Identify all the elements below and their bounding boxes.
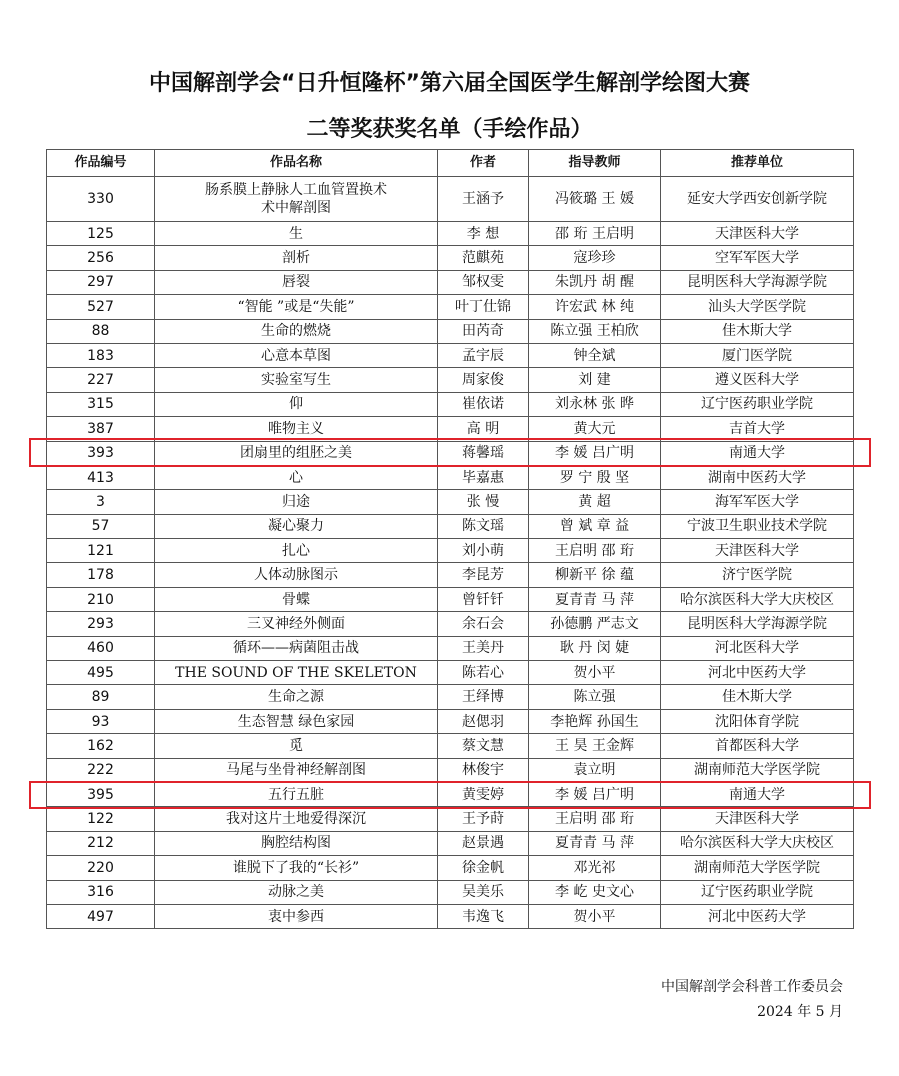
cell-author: 王涵予	[438, 177, 529, 222]
header-work-name: 作品名称	[155, 150, 438, 177]
cell-recommending-unit: 佳木斯大学	[661, 685, 854, 709]
cell-work-name: 生	[155, 222, 438, 246]
cell-advisor: 钟全斌	[529, 343, 661, 367]
cell-work-number: 183	[47, 343, 155, 367]
table-row	[47, 490, 854, 514]
cell-work-number: 495	[47, 661, 155, 685]
cell-work-name: 衷中参西	[155, 904, 438, 928]
cell-recommending-unit: 南通大学	[661, 441, 854, 465]
cell-work-name: 循环——病菌阻击战	[155, 636, 438, 660]
cell-recommending-unit: 佳木斯大学	[661, 319, 854, 343]
cell-work-name: 人体动脉图示	[155, 563, 438, 587]
footer-organization: 中国解剖学会科普工作委员会	[661, 979, 843, 995]
cell-advisor: 邵 珩 王启明	[529, 222, 661, 246]
footer-date: 2024 年 5 月	[757, 1004, 843, 1020]
cell-author: 赵偲羽	[438, 709, 529, 733]
cell-work-name: 五行五脏	[155, 782, 438, 806]
cell-work-number: 121	[47, 539, 155, 563]
award-table	[46, 149, 854, 929]
table-row	[47, 904, 854, 928]
cell-advisor: 夏青青 马 萍	[529, 831, 661, 855]
cell-recommending-unit: 南通大学	[661, 782, 854, 806]
cell-work-name: “智能 ”或是“失能”	[155, 295, 438, 319]
cell-author: 黄雯婷	[438, 782, 529, 806]
cell-work-name: 归途	[155, 490, 438, 514]
table-row	[47, 880, 854, 904]
cell-work-number: 57	[47, 514, 155, 538]
cell-advisor: 贺小平	[529, 661, 661, 685]
cell-advisor: 陈立强	[529, 685, 661, 709]
cell-advisor: 寇珍珍	[529, 246, 661, 270]
highlight-box	[29, 438, 871, 467]
cell-recommending-unit: 汕头大学医学院	[661, 295, 854, 319]
cell-work-number: 330	[47, 177, 155, 222]
cell-author: 蒋馨瑶	[438, 441, 529, 465]
cell-advisor: 罗 宁 殷 坚	[529, 465, 661, 489]
cell-author: 徐金帆	[438, 856, 529, 880]
cell-work-name: 生命的燃烧	[155, 319, 438, 343]
table-row	[47, 758, 854, 782]
cell-recommending-unit: 宁波卫生职业技术学院	[661, 514, 854, 538]
cell-author: 张 慢	[438, 490, 529, 514]
cell-recommending-unit: 遵义医科大学	[661, 368, 854, 392]
cell-recommending-unit: 首都医科大学	[661, 734, 854, 758]
cell-advisor: 刘永林 张 晔	[529, 392, 661, 416]
cell-work-name: 谁脱下了我的“长衫”	[155, 856, 438, 880]
table-row	[47, 319, 854, 343]
cell-recommending-unit: 哈尔滨医科大学大庆校区	[661, 831, 854, 855]
cell-work-number: 88	[47, 319, 155, 343]
cell-recommending-unit: 吉首大学	[661, 417, 854, 441]
cell-author: 崔依诺	[438, 392, 529, 416]
cell-work-number: 256	[47, 246, 155, 270]
cell-work-number: 93	[47, 709, 155, 733]
header-advisor: 指导教师	[529, 150, 661, 177]
cell-advisor: 李艳辉 孙国生	[529, 709, 661, 733]
cell-author: 陈文瑶	[438, 514, 529, 538]
cell-advisor: 王启明 邵 珩	[529, 539, 661, 563]
cell-work-number: 395	[47, 782, 155, 806]
cell-recommending-unit: 湖南师范大学医学院	[661, 856, 854, 880]
cell-advisor: 王 昊 王金辉	[529, 734, 661, 758]
cell-work-number: 316	[47, 880, 155, 904]
cell-author: 王予莳	[438, 807, 529, 831]
table-row	[47, 177, 854, 222]
cell-advisor: 冯筱璐 王 媛	[529, 177, 661, 222]
cell-work-number: 227	[47, 368, 155, 392]
cell-author: 赵景遇	[438, 831, 529, 855]
table-row	[47, 539, 854, 563]
cell-advisor: 邓光祁	[529, 856, 661, 880]
cell-work-number: 220	[47, 856, 155, 880]
table-row	[47, 295, 854, 319]
header-recommending-unit: 推荐单位	[661, 150, 854, 177]
cell-recommending-unit: 河北医科大学	[661, 636, 854, 660]
table-row	[47, 514, 854, 538]
table-row	[47, 807, 854, 831]
cell-work-number: 393	[47, 441, 155, 465]
cell-recommending-unit: 天津医科大学	[661, 807, 854, 831]
cell-work-name: 骨蝶	[155, 587, 438, 611]
cell-author: 吴美乐	[438, 880, 529, 904]
cell-recommending-unit: 昆明医科大学海源学院	[661, 270, 854, 294]
table-row	[47, 222, 854, 246]
table-row	[47, 734, 854, 758]
table-row	[47, 685, 854, 709]
cell-advisor: 耿 丹 闵 婕	[529, 636, 661, 660]
document-subtitle: 二等奖获奖名单（手绘作品）	[306, 117, 593, 142]
cell-recommending-unit: 沈阳体育学院	[661, 709, 854, 733]
cell-advisor: 李 媛 吕广明	[529, 441, 661, 465]
cell-work-name: 我对这片土地爱得深沉	[155, 807, 438, 831]
cell-work-number: 210	[47, 587, 155, 611]
table-row	[47, 661, 854, 685]
cell-recommending-unit: 海军军医大学	[661, 490, 854, 514]
cell-recommending-unit: 湖南师范大学医学院	[661, 758, 854, 782]
cell-author: 高 明	[438, 417, 529, 441]
cell-work-name: 实验室写生	[155, 368, 438, 392]
cell-author: 王绎博	[438, 685, 529, 709]
cell-recommending-unit: 辽宁医药职业学院	[661, 880, 854, 904]
cell-recommending-unit: 天津医科大学	[661, 539, 854, 563]
table-row	[47, 709, 854, 733]
cell-recommending-unit: 天津医科大学	[661, 222, 854, 246]
cell-work-number: 413	[47, 465, 155, 489]
cell-recommending-unit: 济宁医学院	[661, 563, 854, 587]
cell-recommending-unit: 河北中医药大学	[661, 661, 854, 685]
cell-advisor: 王启明 邵 珩	[529, 807, 661, 831]
cell-work-name: 心意本草图	[155, 343, 438, 367]
cell-work-number: 3	[47, 490, 155, 514]
cell-advisor: 朱凯丹 胡 醒	[529, 270, 661, 294]
table-row	[47, 831, 854, 855]
cell-author: 邹权雯	[438, 270, 529, 294]
cell-author: 林俊宇	[438, 758, 529, 782]
cell-work-number: 527	[47, 295, 155, 319]
cell-recommending-unit: 空军军医大学	[661, 246, 854, 270]
cell-recommending-unit: 哈尔滨医科大学大庆校区	[661, 587, 854, 611]
document-title: 中国解剖学会“日升恒隆杯”第六届全国医学生解剖学绘图大赛	[149, 71, 750, 96]
cell-advisor: 黄 超	[529, 490, 661, 514]
cell-work-name: 胸腔结构图	[155, 831, 438, 855]
cell-author: 叶丁仕锦	[438, 295, 529, 319]
cell-work-name: 觅	[155, 734, 438, 758]
table-row	[47, 343, 854, 367]
cell-work-number: 460	[47, 636, 155, 660]
cell-advisor: 刘 建	[529, 368, 661, 392]
header-author: 作者	[438, 150, 529, 177]
cell-work-name: 生态智慧 绿色家园	[155, 709, 438, 733]
table-row	[47, 368, 854, 392]
cell-author: 蔡文慧	[438, 734, 529, 758]
cell-recommending-unit: 昆明医科大学海源学院	[661, 612, 854, 636]
cell-recommending-unit: 辽宁医药职业学院	[661, 392, 854, 416]
cell-work-name: 生命之源	[155, 685, 438, 709]
cell-author: 刘小萌	[438, 539, 529, 563]
cell-work-number: 125	[47, 222, 155, 246]
cell-author: 曾钎钎	[438, 587, 529, 611]
cell-work-number: 315	[47, 392, 155, 416]
cell-work-number: 222	[47, 758, 155, 782]
cell-author: 王美丹	[438, 636, 529, 660]
table-row	[47, 612, 854, 636]
cell-recommending-unit: 延安大学西安创新学院	[661, 177, 854, 222]
cell-advisor: 黄大元	[529, 417, 661, 441]
cell-work-name: 心	[155, 465, 438, 489]
cell-author: 李 想	[438, 222, 529, 246]
cell-author: 孟宇辰	[438, 343, 529, 367]
table-header-row	[47, 150, 854, 177]
cell-recommending-unit: 厦门医学院	[661, 343, 854, 367]
cell-work-name: 动脉之美	[155, 880, 438, 904]
cell-work-name: THE SOUND OF THE SKELETON	[155, 661, 438, 685]
cell-author: 陈若心	[438, 661, 529, 685]
cell-work-name: 剖析	[155, 246, 438, 270]
cell-work-number: 89	[47, 685, 155, 709]
cell-work-name: 肠系膜上静脉人工血管置换术 术中解剖图	[155, 177, 438, 222]
cell-advisor: 夏青青 马 萍	[529, 587, 661, 611]
cell-work-name: 仰	[155, 392, 438, 416]
cell-work-number: 162	[47, 734, 155, 758]
cell-advisor: 曾 斌 章 益	[529, 514, 661, 538]
cell-advisor: 柳新平 徐 蕴	[529, 563, 661, 587]
cell-author: 李昆芳	[438, 563, 529, 587]
table-row	[47, 246, 854, 270]
cell-advisor: 李 屹 史文心	[529, 880, 661, 904]
cell-work-name: 扎心	[155, 539, 438, 563]
cell-recommending-unit: 湖南中医药大学	[661, 465, 854, 489]
cell-work-name: 唇裂	[155, 270, 438, 294]
table-row	[47, 563, 854, 587]
cell-advisor: 袁立明	[529, 758, 661, 782]
cell-work-number: 497	[47, 904, 155, 928]
cell-work-number: 212	[47, 831, 155, 855]
cell-work-name: 团扇里的组胚之美	[155, 441, 438, 465]
header-work-number: 作品编号	[47, 150, 155, 177]
cell-work-number: 122	[47, 807, 155, 831]
cell-author: 范麒苑	[438, 246, 529, 270]
cell-advisor: 许宏武 林 纯	[529, 295, 661, 319]
cell-author: 田芮奇	[438, 319, 529, 343]
cell-work-name: 凝心聚力	[155, 514, 438, 538]
cell-work-name: 唯物主义	[155, 417, 438, 441]
cell-work-name: 马尾与坐骨神经解剖图	[155, 758, 438, 782]
cell-author: 余石会	[438, 612, 529, 636]
cell-work-number: 293	[47, 612, 155, 636]
cell-author: 毕嘉惠	[438, 465, 529, 489]
table-row	[47, 587, 854, 611]
cell-author: 周家俊	[438, 368, 529, 392]
cell-work-number: 297	[47, 270, 155, 294]
table-row	[47, 392, 854, 416]
table-row	[47, 856, 854, 880]
cell-work-name: 三叉神经外侧面	[155, 612, 438, 636]
cell-advisor: 贺小平	[529, 904, 661, 928]
table-row	[47, 636, 854, 660]
cell-advisor: 孙德鹏 严志文	[529, 612, 661, 636]
table-row	[47, 465, 854, 489]
table-row	[47, 270, 854, 294]
cell-advisor: 陈立强 王柏欣	[529, 319, 661, 343]
cell-advisor: 李 媛 吕广明	[529, 782, 661, 806]
cell-recommending-unit: 河北中医药大学	[661, 904, 854, 928]
cell-work-number: 387	[47, 417, 155, 441]
highlight-box	[29, 781, 871, 809]
cell-author: 韦逸飞	[438, 904, 529, 928]
cell-work-number: 178	[47, 563, 155, 587]
